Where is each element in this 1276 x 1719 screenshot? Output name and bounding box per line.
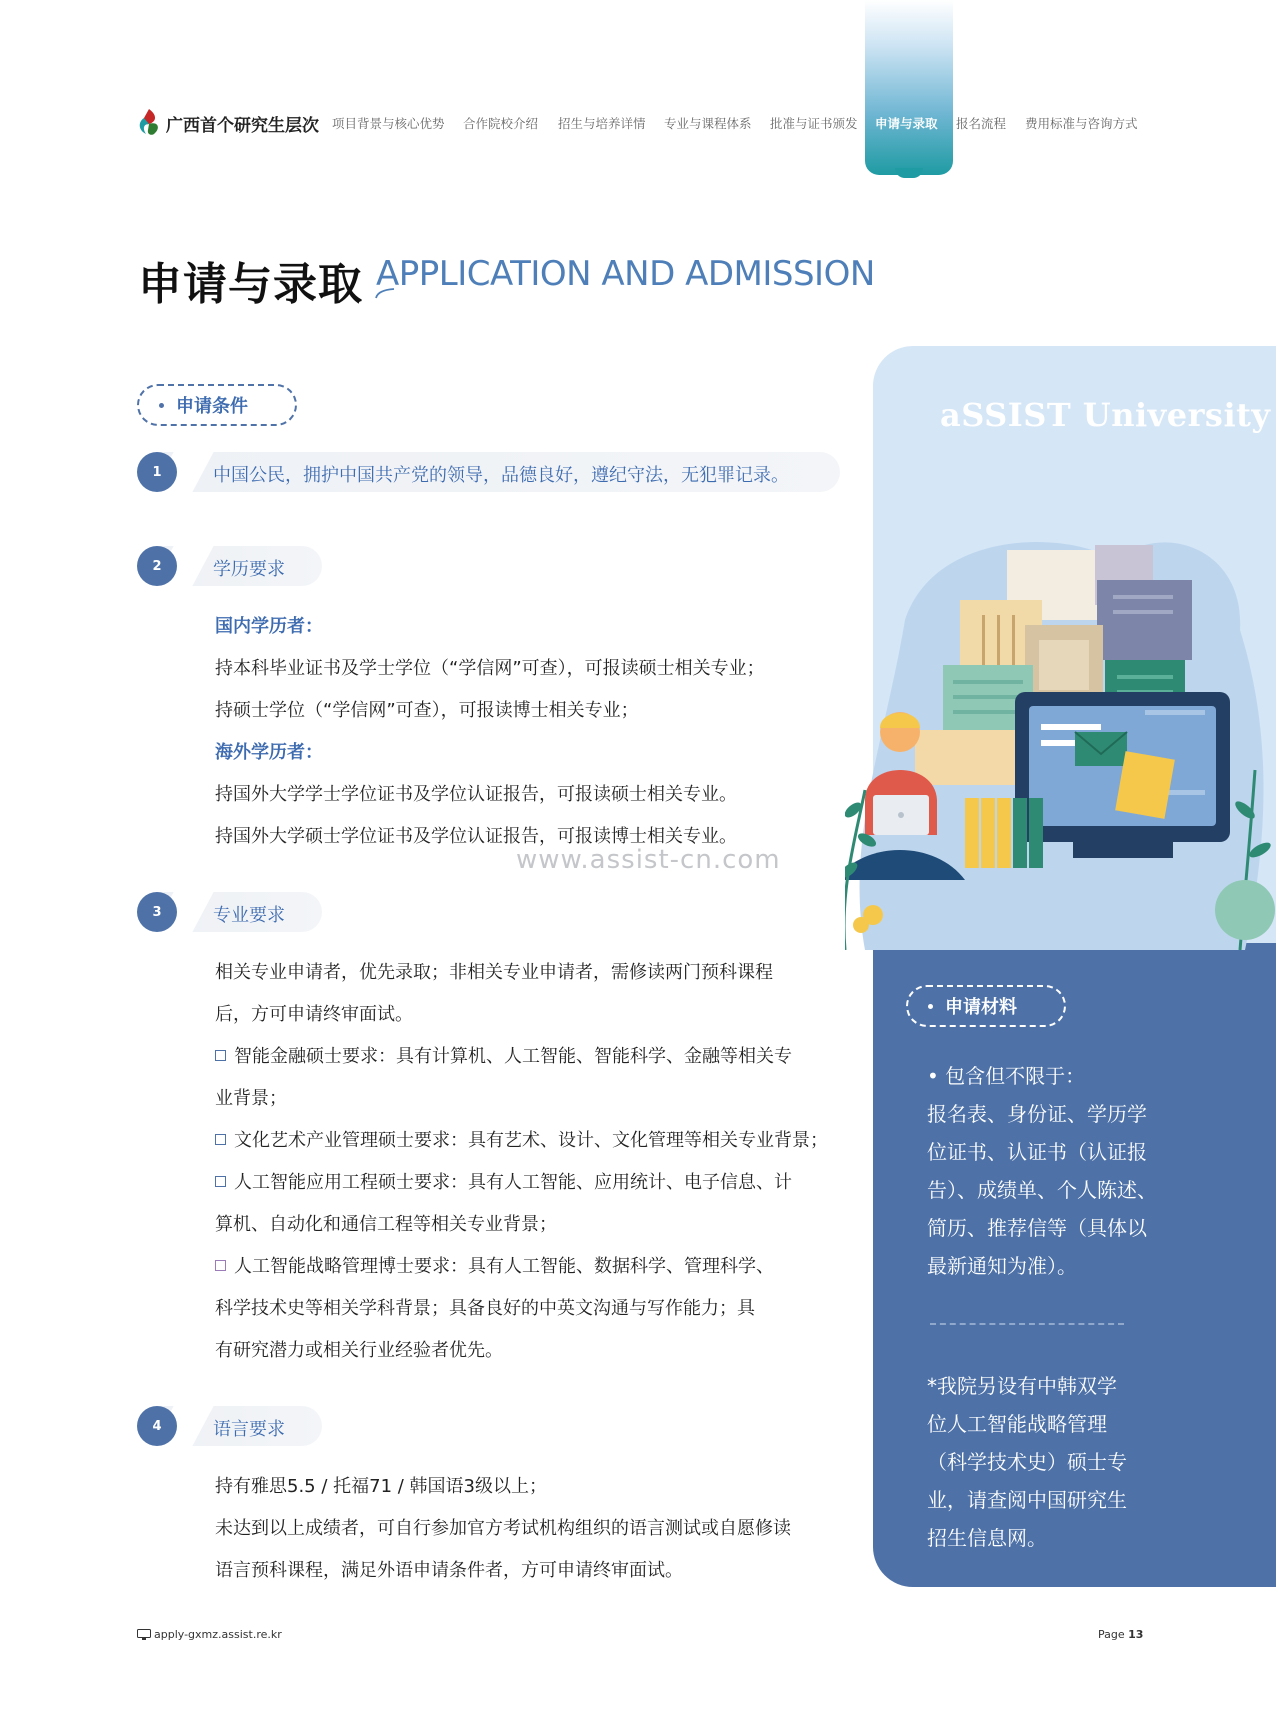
nav-item-process[interactable]: 报名流程	[956, 116, 1007, 131]
nav-item-partners[interactable]: 合作院校介绍	[463, 116, 539, 131]
page-title-en: APPLICATION AND ADMISSION	[376, 254, 875, 294]
note-line: 招生信息网。	[927, 1526, 1047, 1550]
page-title-cn: 申请与录取	[138, 259, 363, 310]
monitor-icon	[137, 1629, 151, 1641]
note-line: 位人工智能战略管理	[927, 1412, 1107, 1436]
materials-line: 位证书、认证书（认证报	[927, 1140, 1147, 1164]
watermark: www.assist-cn.com	[516, 845, 781, 875]
bullet-dot-icon	[928, 1004, 933, 1009]
nav-item-fees[interactable]: 费用标准与咨询方式	[1025, 116, 1138, 131]
bullet-dot-icon	[159, 403, 164, 408]
materials-line: 简历、推荐信等（具体以	[927, 1216, 1147, 1240]
domestic-line-1: 持本科毕业证书及学士学位（“学信网”可查），可报读硕士相关专业；	[215, 658, 765, 679]
nav-item-admission-details[interactable]: 招生与培养详情	[558, 116, 646, 131]
condition-row-label: 语言要求	[213, 1419, 285, 1440]
square-bullet-icon	[215, 1050, 226, 1061]
conditions-section-label	[137, 384, 297, 426]
materials-line: • 包含但不限于：	[927, 1064, 1086, 1088]
page-number: Page 13	[1098, 1628, 1144, 1641]
condition-row-2	[137, 546, 322, 586]
major-line: 后，方可申请终审面试。	[215, 1004, 413, 1025]
number-badge: 4	[137, 1406, 177, 1446]
nav-item-background[interactable]: 项目背景与核心优势	[332, 116, 445, 131]
major-line: 有研究潜力或相关行业经验者优先。	[215, 1340, 503, 1361]
materials-line: 最新通知为准）。	[927, 1254, 1077, 1278]
square-bullet-icon	[215, 1260, 226, 1271]
domestic-line-2: 持硕士学位（“学信网”可查），可报读博士相关专业；	[215, 700, 639, 721]
domestic-title: 国内学历者：	[215, 616, 323, 637]
major-line: 智能金融硕士要求：具有计算机、人工智能、智能科学、金融等相关专	[215, 1042, 792, 1068]
active-nav-tab-background	[865, 0, 953, 175]
condition-row-1	[137, 452, 840, 492]
major-line: 人工智能战略管理博士要求：具有人工智能、数据科学、管理科学、	[215, 1252, 774, 1278]
nav-item-curriculum[interactable]: 专业与课程体系	[664, 116, 752, 131]
square-bullet-icon	[215, 1134, 226, 1145]
title-hook-decoration	[374, 286, 396, 300]
overseas-title: 海外学历者：	[215, 742, 323, 763]
language-line: 语言预科课程，满足外语申请条件者，方可申请终审面试。	[215, 1560, 683, 1581]
materials-section-label	[906, 985, 1066, 1027]
materials-line: 告）、成绩单、个人陈述、	[927, 1178, 1157, 1202]
study-illustration	[845, 510, 1276, 955]
major-line: 科学技术史等相关学科背景；具备良好的中英文沟通与写作能力；具	[215, 1298, 755, 1319]
overseas-line-1: 持国外大学学士学位证书及学位认证报告，可报读硕士相关专业。	[215, 784, 737, 805]
number-badge: 2	[137, 546, 177, 586]
panel-divider	[930, 1323, 1124, 1325]
number-badge: 3	[137, 892, 177, 932]
logo-text: 广西首个研究生层次	[166, 116, 319, 136]
square-bullet-icon	[215, 1176, 226, 1187]
note-line: 业，请查阅中国研究生	[927, 1488, 1127, 1512]
top-nav	[0, 114, 1276, 134]
nav-item-application[interactable]: 申请与录取	[875, 116, 938, 131]
materials-label-text: 申请材料	[945, 997, 1017, 1018]
conditions-label-text: 申请条件	[176, 396, 248, 417]
major-line: 业背景；	[215, 1088, 287, 1109]
major-line: 文化艺术产业管理硕士要求：具有艺术、设计、文化管理等相关专业背景；	[215, 1126, 828, 1152]
major-line: 相关专业申请者，优先录取；非相关专业申请者，需修读两门预科课程	[215, 962, 773, 983]
active-nav-tab-notch	[895, 168, 923, 178]
nav-item-certificates[interactable]: 批准与证书颁发	[770, 116, 858, 131]
note-line: *我院另设有中韩双学	[927, 1374, 1117, 1398]
footer-url[interactable]: apply-gxmz.assist.re.kr	[154, 1628, 282, 1641]
major-line: 算机、自动化和通信工程等相关专业背景；	[215, 1214, 557, 1235]
materials-line: 报名表、身份证、学历学	[927, 1102, 1147, 1126]
overseas-line-2: 持国外大学硕士学位证书及学位认证报告，可报读博士相关专业。	[215, 826, 737, 847]
condition-row-3	[137, 892, 322, 932]
condition-row-4	[137, 1406, 322, 1446]
number-badge: 1	[137, 452, 177, 492]
language-line: 未达到以上成绩者，可自行参加官方考试机构组织的语言测试或自愿修读	[215, 1518, 791, 1539]
university-name: aSSIST University	[940, 396, 1271, 434]
condition-row-label: 中国公民，拥护中国共产党的领导，品德良好，遵纪守法，无犯罪记录。	[213, 465, 789, 486]
condition-row-label: 学历要求	[213, 559, 285, 580]
major-line: 人工智能应用工程硕士要求：具有人工智能、应用统计、电子信息、计	[215, 1168, 792, 1194]
language-line: 持有雅思5.5 / 托福71 / 韩国语3级以上；	[215, 1476, 547, 1497]
condition-row-label: 专业要求	[213, 905, 285, 926]
note-line: （科学技术史）硕士专	[927, 1450, 1127, 1474]
